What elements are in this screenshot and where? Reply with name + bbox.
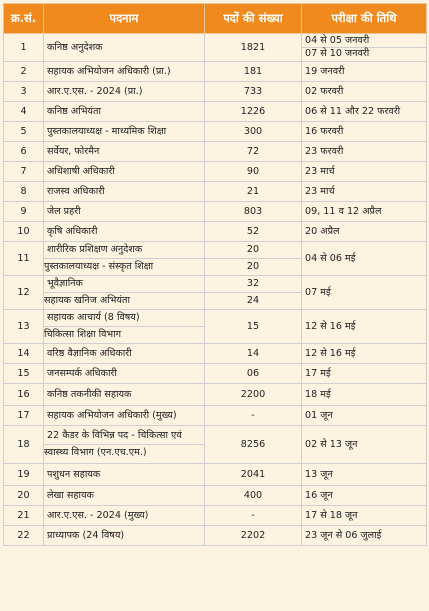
cell-exam-date-line: 17 से 18 जून xyxy=(305,509,358,521)
table-body xyxy=(4,34,427,546)
cell-serial-number: 3 xyxy=(4,82,44,102)
cell-post-name-line: अधिशाषी अधिकारी xyxy=(47,165,115,177)
cell-exam-date-line: 20 अप्रैल xyxy=(305,225,340,237)
cell-post-count-line: 1821 xyxy=(240,41,266,53)
cell-post-name xyxy=(44,486,205,506)
cell-post-count-line: 06 xyxy=(246,367,260,379)
cell-post-count xyxy=(205,384,302,406)
cell-serial-number: 6 xyxy=(4,142,44,162)
cell-post-count-line: 20 xyxy=(246,244,260,255)
cell-post-count xyxy=(205,406,302,426)
cell-post-count xyxy=(205,310,302,344)
cell-serial-number: 13 xyxy=(4,310,44,344)
table-row xyxy=(4,242,427,276)
cell-exam-date xyxy=(302,102,427,122)
cell-post-name-line: सहायक खनिज अभियंता xyxy=(44,292,205,309)
cell-post-name xyxy=(44,34,205,62)
header-post-count: पदों की संख्या xyxy=(205,4,302,34)
cell-exam-date xyxy=(302,344,427,364)
cell-post-count xyxy=(205,464,302,486)
cell-post-count xyxy=(205,182,302,202)
cell-post-name xyxy=(44,276,205,310)
table-row xyxy=(4,276,427,310)
cell-exam-date xyxy=(302,202,427,222)
cell-exam-date xyxy=(302,182,427,202)
cell-exam-date xyxy=(302,506,427,526)
cell-post-count-line: 2202 xyxy=(240,529,266,541)
cell-post-name-line: भूवैज्ञानिक xyxy=(47,278,83,289)
cell-post-count xyxy=(205,82,302,102)
table-row xyxy=(4,102,427,122)
cell-exam-date-line: 06 से 11 और 22 फरवरी xyxy=(305,105,401,117)
cell-post-name-line: स्वास्थ्य विभाग (एन.एच.एम.) xyxy=(44,444,205,461)
cell-post-count-line: - xyxy=(251,509,255,521)
table-row xyxy=(4,464,427,486)
cell-exam-date-line: 23 जून से 06 जुलाई xyxy=(305,529,382,541)
cell-exam-date xyxy=(302,526,427,546)
cell-serial-number: 11 xyxy=(4,242,44,276)
cell-post-count xyxy=(205,222,302,242)
table-row xyxy=(4,142,427,162)
cell-exam-date-line: 09, 11 व 12 अप्रैल xyxy=(305,205,382,217)
cell-exam-date xyxy=(302,34,427,62)
cell-serial-number: 20 xyxy=(4,486,44,506)
cell-exam-date-line: 12 से 16 मई xyxy=(305,320,356,332)
cell-post-name-line: पुस्तकालयाध्यक्ष - माध्यमिक शिक्षा xyxy=(47,125,167,137)
cell-post-count-line: 2200 xyxy=(240,388,266,400)
cell-post-name-line: कनिष्ठ तकनीकी सहायक xyxy=(47,388,132,400)
cell-post-count xyxy=(205,426,302,464)
cell-exam-date-line: 23 फरवरी xyxy=(305,145,344,157)
cell-exam-date xyxy=(302,384,427,406)
cell-post-name xyxy=(44,162,205,182)
table-row xyxy=(4,162,427,182)
cell-post-count-line: 21 xyxy=(246,185,260,197)
cell-post-name-line: सहायक अभियोजन अधिकारी (प्रा.) xyxy=(47,65,171,77)
table-row xyxy=(4,526,427,546)
cell-post-count xyxy=(205,162,302,182)
cell-exam-date xyxy=(302,242,427,276)
cell-exam-date-line: 04 से 06 मई xyxy=(305,252,356,264)
cell-post-count xyxy=(205,34,302,62)
cell-post-name-line: लेखा सहायक xyxy=(47,489,94,501)
table-row xyxy=(4,406,427,426)
cell-exam-date-line: 17 मई xyxy=(305,367,331,379)
table-row xyxy=(4,310,427,344)
cell-post-name xyxy=(44,426,205,464)
cell-exam-date-line: 04 से 05 जनवरी xyxy=(305,35,370,46)
cell-serial-number: 14 xyxy=(4,344,44,364)
cell-exam-date-line: 16 जून xyxy=(305,489,333,501)
cell-post-name-line: आर.ए.एस. - 2024 (मुख्य) xyxy=(47,509,149,521)
cell-serial-number: 7 xyxy=(4,162,44,182)
cell-post-name-line: पुस्तकालयाध्यक्ष - संस्कृत शिक्षा xyxy=(44,258,205,275)
cell-post-count-line: 300 xyxy=(243,125,263,137)
cell-serial-number: 9 xyxy=(4,202,44,222)
cell-exam-date xyxy=(302,62,427,82)
cell-post-count-line: 20 xyxy=(205,258,302,275)
cell-serial-number: 12 xyxy=(4,276,44,310)
table-row xyxy=(4,202,427,222)
cell-exam-date-line: 12 से 16 मई xyxy=(305,347,356,359)
cell-exam-date xyxy=(302,364,427,384)
cell-post-name-line: 22 कैडर के विभिन्न पद - चिकित्सा एवं xyxy=(47,430,182,441)
cell-exam-date-line: 19 जनवरी xyxy=(305,65,345,77)
cell-exam-date xyxy=(302,426,427,464)
cell-post-name-line: चिकित्सा शिक्षा विभाग xyxy=(44,326,205,343)
cell-post-name-line: राजस्व अधिकारी xyxy=(47,185,105,197)
cell-serial-number: 2 xyxy=(4,62,44,82)
cell-post-name xyxy=(44,62,205,82)
cell-post-count-line: 181 xyxy=(243,65,263,77)
cell-post-count xyxy=(205,344,302,364)
table-row xyxy=(4,384,427,406)
cell-post-count xyxy=(205,486,302,506)
cell-serial-number: 18 xyxy=(4,426,44,464)
cell-post-name-line: आर.ए.एस. - 2024 (प्रा.) xyxy=(47,85,143,97)
cell-serial-number: 5 xyxy=(4,122,44,142)
cell-post-name-line: शारीरिक प्रशिक्षण अनुदेशक xyxy=(47,244,143,255)
cell-exam-date xyxy=(302,276,427,310)
cell-post-count xyxy=(205,142,302,162)
cell-post-name xyxy=(44,202,205,222)
cell-post-name xyxy=(44,464,205,486)
table-row xyxy=(4,82,427,102)
cell-serial-number: 4 xyxy=(4,102,44,122)
header-exam-date: परीक्षा की तिथि xyxy=(302,4,427,34)
cell-exam-date xyxy=(302,142,427,162)
table-row xyxy=(4,344,427,364)
cell-serial-number: 1 xyxy=(4,34,44,62)
cell-post-name xyxy=(44,310,205,344)
cell-post-name xyxy=(44,182,205,202)
table-row xyxy=(4,62,427,82)
cell-post-name-line: जेल प्रहरी xyxy=(47,205,81,217)
cell-post-name-line: पशुधन सहायक xyxy=(47,468,101,480)
cell-post-count xyxy=(205,122,302,142)
cell-exam-date-line: 16 फरवरी xyxy=(305,125,344,137)
header-serial-number: क्र.सं. xyxy=(4,4,44,34)
cell-exam-date xyxy=(302,222,427,242)
cell-exam-date xyxy=(302,486,427,506)
cell-post-name xyxy=(44,506,205,526)
cell-post-count-line: 52 xyxy=(246,225,260,237)
cell-serial-number: 10 xyxy=(4,222,44,242)
cell-post-count xyxy=(205,364,302,384)
cell-exam-date-line: 13 जून xyxy=(305,468,333,480)
cell-post-name xyxy=(44,364,205,384)
cell-exam-date xyxy=(302,310,427,344)
cell-post-name xyxy=(44,242,205,276)
cell-post-count-line: 90 xyxy=(246,165,260,177)
cell-post-name xyxy=(44,102,205,122)
cell-post-count xyxy=(205,202,302,222)
table-row xyxy=(4,34,427,62)
cell-exam-date-line: 23 मार्च xyxy=(305,185,335,197)
cell-post-count-line: 32 xyxy=(246,278,260,289)
cell-exam-date xyxy=(302,406,427,426)
exam-schedule-table xyxy=(3,3,427,546)
cell-post-name-line: कनिष्ठ अनुदेशक xyxy=(47,41,103,53)
table-row xyxy=(4,122,427,142)
cell-post-name xyxy=(44,222,205,242)
cell-serial-number: 15 xyxy=(4,364,44,384)
cell-post-name-line: कृषि अधिकारी xyxy=(47,225,98,237)
cell-post-name xyxy=(44,526,205,546)
cell-post-count xyxy=(205,62,302,82)
cell-exam-date-line: 18 मई xyxy=(305,388,331,400)
cell-post-name-line: सहायक आचार्य (8 विषय) xyxy=(47,312,140,323)
cell-exam-date-line: 07 से 10 जनवरी xyxy=(302,47,426,60)
cell-exam-date xyxy=(302,162,427,182)
cell-post-count-line: 15 xyxy=(246,320,260,332)
cell-post-name xyxy=(44,142,205,162)
cell-post-count-line: 400 xyxy=(243,489,263,501)
table-header-row xyxy=(4,4,427,34)
cell-post-count xyxy=(205,526,302,546)
cell-post-name-line: जनसम्पर्क अधिकारी xyxy=(47,367,117,379)
cell-post-count xyxy=(205,276,302,310)
cell-post-count-line: 1226 xyxy=(240,105,266,117)
cell-post-count-line: 24 xyxy=(205,292,302,309)
cell-post-count-line: 14 xyxy=(246,347,260,359)
cell-post-name xyxy=(44,344,205,364)
cell-post-count-line: 8256 xyxy=(240,438,266,450)
cell-post-name-line: सर्वेयर, फोरमैन xyxy=(47,145,100,157)
cell-exam-date-line: 01 जून xyxy=(305,409,333,421)
table-row xyxy=(4,364,427,384)
cell-post-name-line: सहायक अभियोजन अधिकारी (मुख्य) xyxy=(47,409,177,421)
cell-post-name xyxy=(44,82,205,102)
table-row xyxy=(4,486,427,506)
cell-serial-number: 17 xyxy=(4,406,44,426)
cell-post-name-line: प्राध्यापक (24 विषय) xyxy=(47,529,125,541)
cell-post-count xyxy=(205,102,302,122)
cell-post-count xyxy=(205,242,302,276)
cell-exam-date xyxy=(302,82,427,102)
cell-serial-number: 21 xyxy=(4,506,44,526)
cell-post-count-line: 72 xyxy=(246,145,260,157)
cell-serial-number: 8 xyxy=(4,182,44,202)
cell-post-name xyxy=(44,384,205,406)
header-post-name: पदनाम xyxy=(44,4,205,34)
cell-serial-number: 16 xyxy=(4,384,44,406)
cell-exam-date-line: 23 मार्च xyxy=(305,165,335,177)
table-row xyxy=(4,506,427,526)
cell-post-count-line: - xyxy=(251,409,255,421)
cell-post-name-line: वरिष्ठ वैज्ञानिक अधिकारी xyxy=(47,347,132,359)
cell-exam-date-line: 02 फरवरी xyxy=(305,85,344,97)
cell-exam-date-line: 02 से 13 जून xyxy=(305,438,358,450)
cell-post-count-line: 733 xyxy=(243,85,263,97)
cell-exam-date xyxy=(302,122,427,142)
cell-serial-number: 22 xyxy=(4,526,44,546)
cell-post-name-line: कनिष्ठ अभियंता xyxy=(47,105,101,117)
cell-serial-number: 19 xyxy=(4,464,44,486)
table-row xyxy=(4,426,427,464)
cell-post-name xyxy=(44,406,205,426)
table-row xyxy=(4,222,427,242)
cell-exam-date-line: 07 मई xyxy=(305,286,331,298)
cell-post-count-line: 803 xyxy=(243,205,263,217)
table-row xyxy=(4,182,427,202)
cell-exam-date xyxy=(302,464,427,486)
cell-post-name xyxy=(44,122,205,142)
cell-post-count-line: 2041 xyxy=(240,468,266,480)
cell-post-count xyxy=(205,506,302,526)
